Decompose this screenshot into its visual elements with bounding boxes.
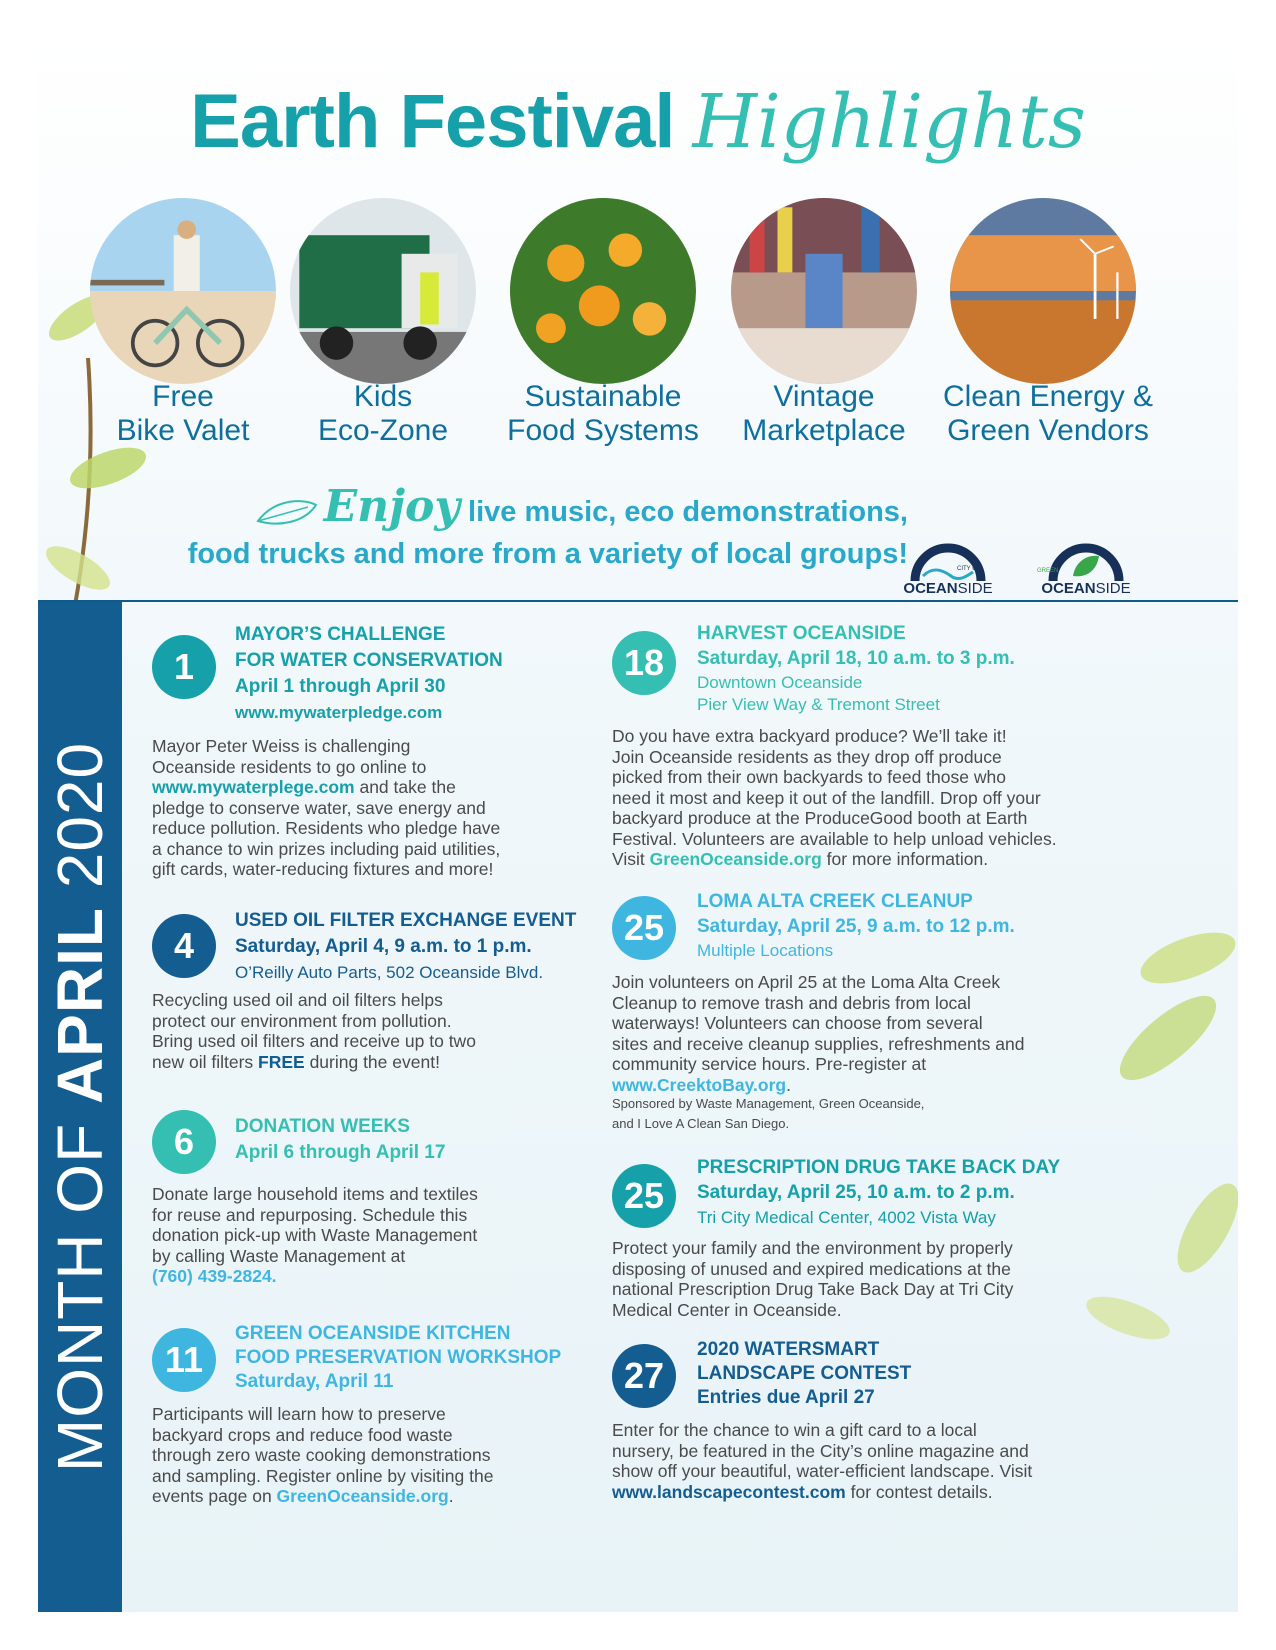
event-description: Recycling used oil and oil filters helps protect our environment from pollution. Bring used oil filters and receive up to two new oil filters FREE during the event! xyxy=(152,990,476,1072)
leaf-outline-icon xyxy=(256,499,318,527)
month-sidebar xyxy=(38,602,122,1612)
landscape-contest-link[interactable]: www.landscapecontest.com xyxy=(612,1481,846,1502)
event-day-badge: 18 xyxy=(612,631,676,695)
event-description: Mayor Peter Weiss is challenging Oceanside residents to go online to www.mywaterplege.com and take the pledge to conserve water, save energy and reduce pollution. Residents who pledge have a chance to win prizes including paid utilities, gift cards, water-reducing fixtures and more! xyxy=(152,736,501,879)
creek-to-bay-link[interactable]: www.CreektoBay.org xyxy=(612,1074,787,1095)
oranges-photo xyxy=(510,198,696,384)
event-header: GREEN OCEANSIDE KITCHEN FOOD PRESERVATION WORKSHOP Saturday, April 11 xyxy=(235,1323,562,1392)
event-header: DONATION WEEKS April 6 through April 17 xyxy=(235,1116,446,1163)
event-description: Enter for the chance to win a gift card to a local nursery, be featured in the City’s online magazine and show off your beautiful, water-efficient landscape. Visit www.landscapecontest.com for contest details. xyxy=(612,1420,1033,1502)
event-day-badge: 25 xyxy=(612,896,676,960)
enjoy-banner xyxy=(118,481,908,575)
enjoy-line-1: live music, eco demonstrations, xyxy=(468,496,908,528)
title-bold: Earth Festival xyxy=(190,79,675,164)
pledge-link[interactable]: www.mywaterplege.com xyxy=(152,777,355,797)
event-day-badge: 25 xyxy=(612,1164,676,1228)
event-day-badge: 6 xyxy=(152,1110,216,1174)
flyer-page xyxy=(38,38,1238,1612)
page-title xyxy=(38,78,1238,165)
event-header: 2020 WATERSMART LANDSCAPE CONTEST Entries due April 27 xyxy=(697,1339,912,1408)
month-label: MONTH OF APRIL 2020 xyxy=(44,741,116,1473)
sponsor-note: Sponsored by Waste Management, Green Oceanside, and I Love A Clean San Diego. xyxy=(612,1096,925,1131)
city-of-oceanside-logo: OCEANSIDE CITY OF xyxy=(893,526,1003,606)
highlight-caption-food: Sustainable Food Systems xyxy=(507,380,699,447)
event-description: Protect your family and the environment by properly disposing of unused and expired medications at the national Prescription Drug Take Back Day at Tri City Medical Center in Oceanside. xyxy=(612,1238,1014,1320)
title-script: Highlights xyxy=(692,79,1086,165)
waste-management-phone[interactable]: (760) 439-2824. xyxy=(152,1266,277,1286)
green-oceanside-link[interactable]: GreenOceanside.org xyxy=(276,1486,449,1506)
event-description: Join volunteers on April 25 at the Loma Alta Creek Cleanup to remove trash and debris from local waterways! Volunteers can choose from several sites and receive cleanup supplies, refreshments and community service hours. Pre-register at www.CreektoBay.org. xyxy=(612,972,1025,1095)
event-day-badge: 11 xyxy=(152,1328,216,1392)
event-header: MAYOR’S CHALLENGE FOR WATER CONSERVATION April 1 through April 30 www.mywaterpledge.com xyxy=(235,624,503,722)
market-photo xyxy=(731,198,917,384)
section-divider xyxy=(38,600,1238,602)
event-header: PRESCRIPTION DRUG TAKE BACK DAY Saturday, April 25, 10 a.m. to 2 p.m. Tri City Medical Center, 4002 Vista Way xyxy=(697,1157,1061,1227)
event-header: HARVEST OCEANSIDE Saturday, April 18, 10 a.m. to 3 p.m. Downtown Oceanside Pier View Way & Tremont Street xyxy=(697,623,1015,714)
enjoy-script: Enjoy xyxy=(323,481,460,532)
garbage-truck-photo xyxy=(290,198,476,384)
wind-turbine-photo xyxy=(950,198,1136,384)
event-description: Donate large household items and textiles for reuse and repurposing. Schedule this donation pick-up with Waste Management by calling Waste Management at (760) 439-2824. xyxy=(152,1184,592,1287)
green-oceanside-link[interactable]: GreenOceanside.org xyxy=(649,849,822,869)
event-day-badge: 4 xyxy=(152,914,216,978)
event-header: USED OIL FILTER EXCHANGE EVENT Saturday, April 4, 9 a.m. to 1 p.m. O’Reilly Auto Parts, 502 Oceanside Blvd. xyxy=(235,910,577,982)
highlight-caption-energy: Clean Energy & Green Vendors xyxy=(942,380,1154,447)
highlight-caption-bike: Free Bike Valet xyxy=(116,380,250,447)
green-oceanside-logo: OCEANSIDE GREEN xyxy=(1031,526,1141,606)
bike-photo xyxy=(90,198,276,384)
event-day-badge: 1 xyxy=(152,635,216,699)
event-header: LOMA ALTA CREEK CLEANUP Saturday, April 25, 9 a.m. to 12 p.m. Multiple Locations xyxy=(697,891,1015,960)
event-day-badge: 27 xyxy=(612,1344,676,1408)
highlight-caption-vintage: Vintage Marketplace xyxy=(742,380,906,447)
event-description: Do you have extra backyard produce? We’ll take it! Join Oceanside residents as they drop off produce picked from their own backyards to feed those who need it most and keep it out of the landfill. Drop off your backyard produce at the ProduceGood booth at Earth Festival. Volunteers are available to help unload vehicles. Visit GreenOceanside.org for more information. xyxy=(612,726,1057,869)
enjoy-line-2: food trucks and more from a variety of local groups! xyxy=(187,538,908,570)
highlight-caption-kids: Kids Eco-Zone xyxy=(317,380,449,447)
event-description: Participants will learn how to preserve backyard crops and reduce food waste through zero waste cooking demonstrations and sampling. Register online by visiting the events page on GreenOceanside.org. xyxy=(152,1404,494,1506)
